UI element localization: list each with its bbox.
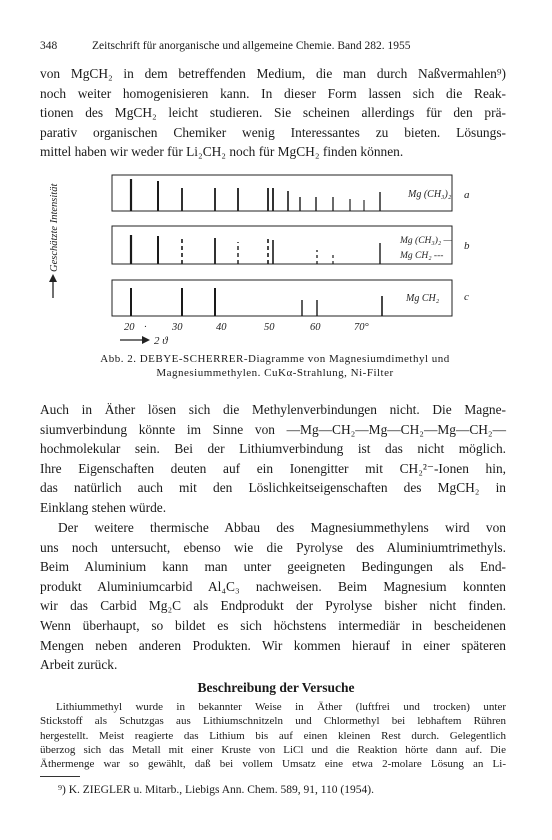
paragraph-3	[40, 518, 506, 675]
text-line: Stickstoff als Schutzgas aus Lithiumschnitzeln und Chlormethyl bei lebhaftem Rühren	[40, 715, 506, 728]
text-line: Mengen neben anderen Produkten. Wir kommen hierauf in einer späteren	[40, 637, 506, 653]
x-tick-dot: ·	[144, 322, 147, 333]
section-heading: Beschreibung der Versuche	[197, 680, 355, 695]
experimental-paragraph	[40, 700, 506, 771]
strip-c	[112, 280, 452, 316]
text-line: siumverbindung könnte im Sinne von —Mg—CH₂—Mg—CH₂—Mg—CH₂—	[40, 421, 506, 437]
footnote: ⁹) K. ZIEGLER u. Mitarb., Liebigs Ann. Chem. 589, 91, 110 (1954).	[58, 784, 374, 796]
text-line: Der weitere thermische Abbau des Magnesiummethylens wird von	[58, 520, 506, 535]
legend-b-1: Mg (CH₃)₂ —	[400, 236, 452, 246]
lines-row-b	[131, 235, 380, 264]
row-letter-c: c	[464, 291, 469, 303]
paragraph-1	[40, 64, 506, 162]
x-tick: 30	[172, 322, 183, 333]
caption-line: Abb. 2. DEBYE-SCHERRER-Diagramme von Magnesiumdimethyl und	[100, 353, 450, 365]
page-number: 348	[40, 40, 58, 52]
text-line: von MgCH₂ in dem betreffenden Medium, die man durch Naßvermahlen⁹)	[40, 66, 506, 81]
row-letter-a: a	[464, 189, 470, 201]
x-tick: 70°	[354, 322, 369, 333]
figure-caption	[40, 352, 510, 380]
text-line: parativ organischen Chemiker wenig Interessantes zu bieten. Lösungs-	[40, 124, 506, 140]
x-tick: 60	[310, 322, 321, 333]
text-line: tionen des MgCH₂ leicht studieren. Sie scheinen allerdings für den prä-	[40, 105, 506, 121]
text-line: Auch in Äther lösen sich die Methylenverbindungen nicht. Die Magne-	[40, 402, 506, 417]
caption-line: Magnesiummethylen. CuKα-Strahlung, Ni-Filter	[156, 367, 394, 379]
strip-a	[112, 175, 452, 211]
text-line: uns noch untersucht, ebenso wie die Pyrolyse des Aluminiumtrimethyls.	[40, 539, 506, 555]
x-axis-label: 2 ϑ	[154, 335, 168, 345]
text-line: wir das Carbid Mg₂C als Endprodukt der Pyrolyse bisher nicht finden.	[40, 598, 506, 614]
text-line: das natürlich auch mit den Löslichkeitseigenschaften des MgCH₂ in	[40, 480, 506, 496]
footnote-rule	[40, 776, 80, 777]
text-line: Arbeit zurück.	[40, 657, 118, 673]
legend-b-2: Mg CH₂ ---	[400, 251, 444, 261]
text-line: Äthermenge war so gewählt, daß bei vollem Umsatz eine etwa 2-molare Lösung an Li-	[40, 758, 506, 771]
y-arrow-head	[49, 274, 57, 282]
x-tick-labels	[124, 322, 370, 333]
row-letter-b: b	[464, 240, 470, 252]
text-line: noch weiter homogenisieren kann. In dieser Form lassen sich die Reak-	[40, 85, 506, 101]
legend-c: Mg CH₂	[406, 293, 440, 304]
text-line: überzog sich das Metall mit einer Kruste von LiCl und die Reaktion hörte dann auf. Die	[40, 743, 506, 756]
text-line: hergestellt. Meist reagierte das Lithium bis auf einen kleinen Rest durch. Gelegentlich	[40, 729, 506, 742]
x-arrow-head	[142, 336, 150, 344]
x-tick: 20	[124, 322, 135, 333]
paragraph-2	[40, 400, 506, 518]
text-line: Beim Aluminium kann man unter geeigneten Bedingungen als End-	[40, 559, 506, 575]
debye-scherrer-diagram	[40, 170, 510, 345]
text-line: Einklang stehen würde.	[40, 499, 167, 515]
lines-row-c	[131, 288, 382, 316]
text-line: hochmolekular sein. Bei der Lithiumverbindung ist das nicht möglich.	[40, 441, 506, 457]
text-line: mittel haben wir weder für Li₂CH₂ noch für MgCH₂ finden können.	[40, 144, 404, 160]
text-line: Lithiummethyl wurde in bekannter Weise in Äther (luftfrei und trocken) unter	[56, 701, 506, 713]
y-axis-label: Geschätzte Intensität	[49, 183, 60, 272]
lines-row-a	[131, 179, 380, 211]
x-tick: 40	[216, 322, 227, 333]
text-line: produkt Aluminiumcarbid Al₄C₃ nachweisen. Beim Magnesium konnten	[40, 578, 506, 594]
journal-title: Zeitschrift für anorganische und allgemeine Chemie. Band 282. 1955	[92, 40, 411, 52]
x-tick: 50	[264, 322, 275, 333]
legend-a: Mg (CH₃)₂	[408, 189, 452, 200]
text-line: Ihre Eigenschaften deuten auf ein Ionengitter mit CH₂²⁻-Ionen hin,	[40, 460, 506, 476]
text-line: Wenn überhaupt, so bildet es sich höchstens intermediär in bescheidenen	[40, 617, 506, 633]
